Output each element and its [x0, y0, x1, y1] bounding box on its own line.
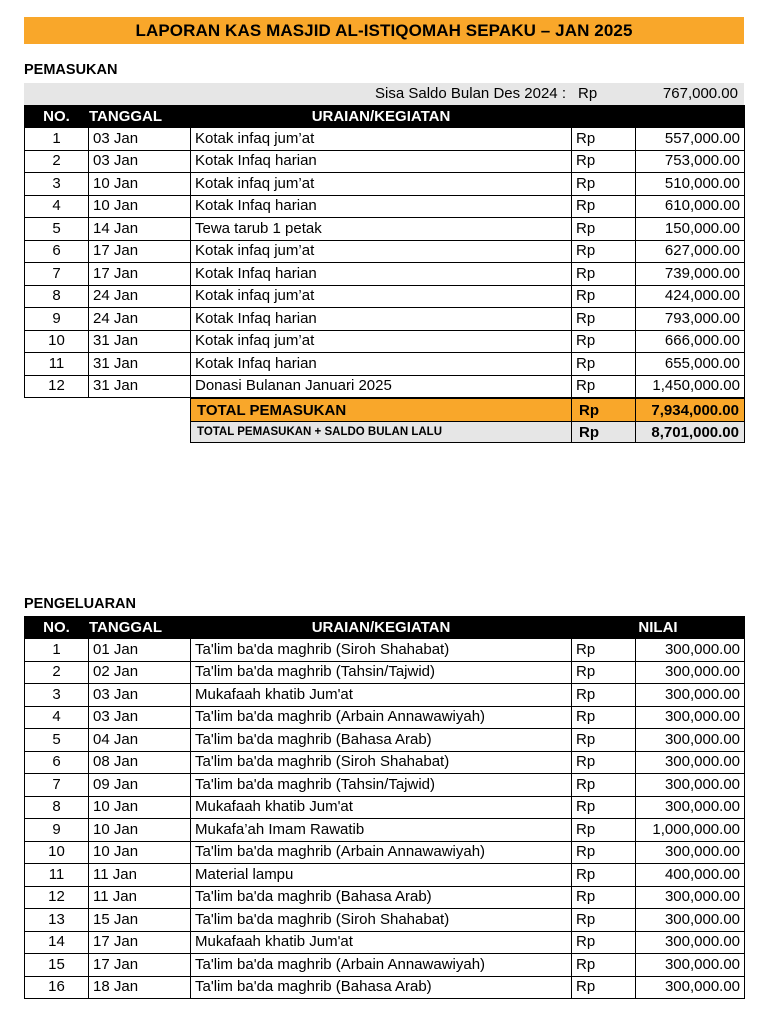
table-row — [25, 909, 745, 932]
row-number: 12 — [25, 886, 89, 909]
row-date: 17 Jan — [89, 263, 191, 286]
row-number: 10 — [25, 330, 89, 353]
table-row — [25, 796, 745, 819]
row-number: 16 — [25, 976, 89, 999]
expense-section-label: PENGELUARAN — [24, 596, 136, 612]
total-income-label: TOTAL PEMASUKAN — [191, 399, 572, 422]
row-date: 04 Jan — [89, 729, 191, 752]
row-currency: Rp — [572, 819, 636, 842]
row-currency: Rp — [572, 931, 636, 954]
row-value: 300,000.00 — [636, 841, 745, 864]
row-description: Kotak Infaq harian — [191, 195, 572, 218]
table-row — [25, 218, 745, 241]
table-row — [25, 375, 745, 398]
row-description: Tewa tarub 1 petak — [191, 218, 572, 241]
row-date: 10 Jan — [89, 173, 191, 196]
row-value: 300,000.00 — [636, 931, 745, 954]
row-number: 15 — [25, 954, 89, 977]
row-currency: Rp — [572, 150, 636, 173]
total-with-balance-label: TOTAL PEMASUKAN + SALDO BULAN LALU — [191, 422, 572, 443]
row-currency: Rp — [572, 729, 636, 752]
row-number: 6 — [25, 240, 89, 263]
row-description: Kotak infaq jum’at — [191, 240, 572, 263]
table-row — [25, 931, 745, 954]
total-with-balance-row — [191, 422, 745, 443]
row-currency: Rp — [572, 661, 636, 684]
row-description: Ta'lim ba'da maghrib (Bahasa Arab) — [191, 976, 572, 999]
col-header-date: TANGGAL — [89, 106, 191, 128]
table-row — [25, 864, 745, 887]
col-header-value: NILAI — [572, 617, 745, 639]
row-value: 1,000,000.00 — [636, 819, 745, 842]
table-row — [25, 353, 745, 376]
total-income-currency: Rp — [572, 399, 636, 422]
row-currency: Rp — [572, 706, 636, 729]
row-description: Ta'lim ba'da maghrib (Siroh Shahabat) — [191, 751, 572, 774]
row-description: Material lampu — [191, 864, 572, 887]
report-title-bar — [24, 17, 744, 44]
expense-table — [24, 616, 745, 999]
table-row — [25, 263, 745, 286]
row-date: 03 Jan — [89, 128, 191, 151]
row-currency: Rp — [572, 954, 636, 977]
col-header-desc: URAIAN/KEGIATAN — [191, 106, 572, 128]
col-header-date: TANGGAL — [89, 617, 191, 639]
row-description: Ta'lim ba'da maghrib (Siroh Shahabat) — [191, 909, 572, 932]
row-number: 6 — [25, 751, 89, 774]
row-currency: Rp — [572, 195, 636, 218]
income-table — [24, 105, 745, 398]
row-value: 300,000.00 — [636, 729, 745, 752]
total-with-balance-currency: Rp — [572, 422, 636, 443]
table-row — [25, 330, 745, 353]
row-description: Ta'lim ba'da maghrib (Bahasa Arab) — [191, 729, 572, 752]
row-date: 10 Jan — [89, 195, 191, 218]
row-value: 557,000.00 — [636, 128, 745, 151]
table-row — [25, 240, 745, 263]
row-currency: Rp — [572, 796, 636, 819]
row-description: Kotak Infaq harian — [191, 263, 572, 286]
row-date: 17 Jan — [89, 240, 191, 263]
row-description: Ta'lim ba'da maghrib (Siroh Shahabat) — [191, 639, 572, 662]
row-number: 7 — [25, 263, 89, 286]
row-description: Kotak infaq jum’at — [191, 173, 572, 196]
report-title: LAPORAN KAS MASJID AL-ISTIQOMAH SEPAKU – JAN 2025 — [135, 20, 633, 40]
row-value: 610,000.00 — [636, 195, 745, 218]
row-date: 08 Jan — [89, 751, 191, 774]
row-currency: Rp — [572, 308, 636, 331]
row-number: 8 — [25, 796, 89, 819]
row-currency: Rp — [572, 218, 636, 241]
col-header-value — [572, 106, 745, 128]
row-value: 753,000.00 — [636, 150, 745, 173]
row-number: 14 — [25, 931, 89, 954]
row-currency: Rp — [572, 774, 636, 797]
row-value: 150,000.00 — [636, 218, 745, 241]
table-row — [25, 706, 745, 729]
row-date: 17 Jan — [89, 931, 191, 954]
row-value: 300,000.00 — [636, 976, 745, 999]
row-value: 300,000.00 — [636, 909, 745, 932]
row-date: 24 Jan — [89, 285, 191, 308]
row-value: 300,000.00 — [636, 639, 745, 662]
row-currency: Rp — [572, 886, 636, 909]
row-description: Ta'lim ba'da maghrib (Arbain Annawawiyah) — [191, 706, 572, 729]
row-currency: Rp — [572, 173, 636, 196]
row-value: 424,000.00 — [636, 285, 745, 308]
income-header-row — [25, 106, 745, 128]
row-date: 14 Jan — [89, 218, 191, 241]
previous-balance-label: Sisa Saldo Bulan Des 2024 : — [375, 85, 566, 102]
row-description: Ta'lim ba'da maghrib (Tahsin/Tajwid) — [191, 774, 572, 797]
row-value: 793,000.00 — [636, 308, 745, 331]
row-number: 5 — [25, 218, 89, 241]
row-value: 666,000.00 — [636, 330, 745, 353]
row-description: Ta'lim ba'da maghrib (Arbain Annawawiyah) — [191, 954, 572, 977]
table-row — [25, 954, 745, 977]
col-header-no: NO. — [25, 106, 89, 128]
col-header-no: NO. — [25, 617, 89, 639]
table-row — [25, 774, 745, 797]
row-currency: Rp — [572, 128, 636, 151]
table-row — [25, 976, 745, 999]
row-value: 300,000.00 — [636, 684, 745, 707]
row-value: 510,000.00 — [636, 173, 745, 196]
row-currency: Rp — [572, 909, 636, 932]
row-description: Kotak Infaq harian — [191, 308, 572, 331]
table-row — [25, 684, 745, 707]
row-date: 11 Jan — [89, 886, 191, 909]
row-currency: Rp — [572, 751, 636, 774]
row-number: 8 — [25, 285, 89, 308]
total-with-balance-value: 8,701,000.00 — [636, 422, 745, 443]
row-date: 15 Jan — [89, 909, 191, 932]
col-header-desc: URAIAN/KEGIATAN — [191, 617, 572, 639]
row-value: 300,000.00 — [636, 751, 745, 774]
row-description: Kotak infaq jum’at — [191, 285, 572, 308]
row-value: 300,000.00 — [636, 886, 745, 909]
row-number: 11 — [25, 864, 89, 887]
previous-balance-bar — [24, 83, 744, 105]
row-currency: Rp — [572, 684, 636, 707]
row-date: 02 Jan — [89, 661, 191, 684]
row-currency: Rp — [572, 976, 636, 999]
table-row — [25, 661, 745, 684]
row-number: 9 — [25, 308, 89, 331]
row-currency: Rp — [572, 263, 636, 286]
row-value: 300,000.00 — [636, 774, 745, 797]
row-date: 10 Jan — [89, 841, 191, 864]
table-row — [25, 841, 745, 864]
row-description: Ta'lim ba'da maghrib (Tahsin/Tajwid) — [191, 661, 572, 684]
row-value: 300,000.00 — [636, 661, 745, 684]
total-income-row — [191, 399, 745, 422]
table-row — [25, 285, 745, 308]
row-date: 10 Jan — [89, 819, 191, 842]
row-date: 17 Jan — [89, 954, 191, 977]
expense-header-row — [25, 617, 745, 639]
row-number: 1 — [25, 639, 89, 662]
table-row — [25, 639, 745, 662]
row-value: 300,000.00 — [636, 796, 745, 819]
row-number: 4 — [25, 706, 89, 729]
row-description: Kotak infaq jum’at — [191, 128, 572, 151]
table-row — [25, 308, 745, 331]
table-row — [25, 751, 745, 774]
row-currency: Rp — [572, 639, 636, 662]
row-value: 300,000.00 — [636, 954, 745, 977]
row-number: 2 — [25, 150, 89, 173]
row-description: Ta'lim ba'da maghrib (Arbain Annawawiyah) — [191, 841, 572, 864]
row-currency: Rp — [572, 375, 636, 398]
row-date: 31 Jan — [89, 330, 191, 353]
row-description: Mukafa’ah Imam Rawatib — [191, 819, 572, 842]
row-currency: Rp — [572, 353, 636, 376]
row-date: 03 Jan — [89, 684, 191, 707]
row-description: Mukafaah khatib Jum'at — [191, 796, 572, 819]
row-number: 11 — [25, 353, 89, 376]
row-number: 9 — [25, 819, 89, 842]
row-currency: Rp — [572, 240, 636, 263]
table-row — [25, 173, 745, 196]
table-row — [25, 729, 745, 752]
row-date: 10 Jan — [89, 796, 191, 819]
row-number: 2 — [25, 661, 89, 684]
row-number: 5 — [25, 729, 89, 752]
table-row — [25, 195, 745, 218]
income-section-label: PEMASUKAN — [24, 62, 118, 78]
row-description: Kotak infaq jum’at — [191, 330, 572, 353]
table-row — [25, 819, 745, 842]
row-value: 627,000.00 — [636, 240, 745, 263]
previous-balance-currency: Rp — [578, 85, 598, 102]
row-description: Mukafaah khatib Jum'at — [191, 684, 572, 707]
row-date: 24 Jan — [89, 308, 191, 331]
row-currency: Rp — [572, 864, 636, 887]
row-currency: Rp — [572, 285, 636, 308]
row-description: Kotak Infaq harian — [191, 150, 572, 173]
row-date: 03 Jan — [89, 706, 191, 729]
row-value: 655,000.00 — [636, 353, 745, 376]
row-number: 4 — [25, 195, 89, 218]
row-number: 7 — [25, 774, 89, 797]
row-description: Kotak Infaq harian — [191, 353, 572, 376]
row-currency: Rp — [572, 330, 636, 353]
row-date: 31 Jan — [89, 353, 191, 376]
row-value: 739,000.00 — [636, 263, 745, 286]
row-value: 1,450,000.00 — [636, 375, 745, 398]
row-number: 10 — [25, 841, 89, 864]
row-number: 12 — [25, 375, 89, 398]
row-date: 01 Jan — [89, 639, 191, 662]
row-date: 18 Jan — [89, 976, 191, 999]
row-date: 09 Jan — [89, 774, 191, 797]
row-number: 3 — [25, 684, 89, 707]
row-date: 11 Jan — [89, 864, 191, 887]
row-description: Mukafaah khatib Jum'at — [191, 931, 572, 954]
row-description: Donasi Bulanan Januari 2025 — [191, 375, 572, 398]
row-value: 300,000.00 — [636, 706, 745, 729]
row-date: 31 Jan — [89, 375, 191, 398]
row-currency: Rp — [572, 841, 636, 864]
total-income-value: 7,934,000.00 — [636, 399, 745, 422]
income-summary-table — [190, 398, 745, 443]
previous-balance-value: 767,000.00 — [662, 85, 738, 102]
row-number: 3 — [25, 173, 89, 196]
row-value: 400,000.00 — [636, 864, 745, 887]
row-description: Ta'lim ba'da maghrib (Bahasa Arab) — [191, 886, 572, 909]
table-row — [25, 150, 745, 173]
row-number: 1 — [25, 128, 89, 151]
row-number: 13 — [25, 909, 89, 932]
table-row — [25, 128, 745, 151]
row-date: 03 Jan — [89, 150, 191, 173]
table-row — [25, 886, 745, 909]
